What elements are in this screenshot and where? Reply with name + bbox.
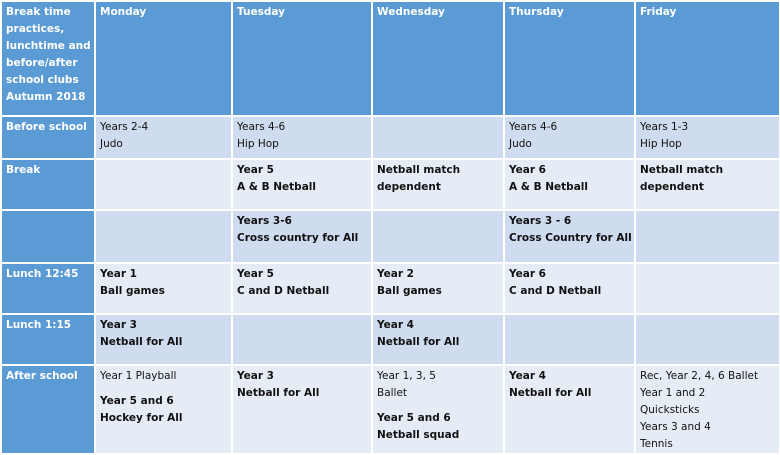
activity-cell [635,159,780,210]
activity-line: Judo [509,138,532,150]
activity-line: Quicksticks [640,404,700,416]
activity-cell [232,263,372,314]
row-label: Before school [1,116,95,159]
activity-line: Tennis [640,438,673,450]
activity-line: Year 1 and 2 [640,387,706,399]
activity-cell [95,263,232,314]
activity-line: Year 5 [237,268,274,280]
table-row [1,263,780,314]
day-header-friday: Friday [635,1,780,116]
activity-line: Netball match [640,164,724,176]
activity-line: Year 4 [377,319,414,331]
day-header-tuesday: Tuesday [232,1,372,116]
activity-line: Year 1 Playball [100,370,177,382]
activity-cell [372,116,504,159]
activity-line: Years 3-6 [237,215,292,227]
activity-line: Year 5 [237,164,274,176]
table-row [1,159,780,210]
activity-cell [372,263,504,314]
activity-line: Netball match [377,164,461,176]
activity-line: A & B Netball [509,181,588,193]
activity-line: Cross Country for All [509,232,632,244]
activity-cell [372,365,504,454]
day-header-wednesday: Wednesday [372,1,504,116]
activity-line: Year 6 [509,164,546,176]
activity-cell [504,159,635,210]
activity-cell [504,365,635,454]
activity-line: Years 2-4 [100,121,149,133]
table-row [1,116,780,159]
activity-cell [504,314,635,365]
timetable-body [1,116,780,454]
activity-line: Years 3 - 6 [509,215,572,227]
corner-title-line: practices, [6,23,65,35]
activity-cell [232,314,372,365]
activity-cell [372,314,504,365]
activity-cell [232,159,372,210]
line-gap [100,385,227,393]
row-label: After school [1,365,95,454]
activity-line: dependent [640,181,704,193]
activity-line: Cross country for All [237,232,359,244]
day-header-monday: Monday [95,1,232,116]
activity-line: Netball for All [100,336,183,348]
activity-line: Netball for All [509,387,592,399]
activity-line: Years 4-6 [237,121,286,133]
activity-line: Netball for All [377,336,460,348]
activity-line: Years 1-3 [640,121,689,133]
day-header-thursday: Thursday [504,1,635,116]
table-row [1,314,780,365]
activity-cell [504,263,635,314]
activity-cell [95,116,232,159]
activity-line: C and D Netball [237,285,330,297]
activity-line: Judo [100,138,123,150]
row-label: Lunch 1:15 [1,314,95,365]
activity-line: Ball games [377,285,442,297]
activity-line: Ball games [100,285,165,297]
corner-title [1,1,95,116]
activity-line: Year 2 [377,268,414,280]
activity-cell [95,365,232,454]
activity-line: Hockey for All [100,412,183,424]
activity-cell [504,116,635,159]
activity-line: Rec, Year 2, 4, 6 Ballet [640,370,759,382]
activity-line: Year 5 and 6 [100,395,174,407]
activity-cell [232,116,372,159]
activity-cell [372,159,504,210]
corner-title-line: Break time [6,6,71,18]
corner-title-line: school clubs [6,74,79,86]
activity-cell [635,116,780,159]
activity-cell [95,210,232,263]
activity-line: C and D Netball [509,285,602,297]
activity-cell [635,314,780,365]
activity-cell [635,365,780,454]
line-gap [377,402,499,410]
row-label: Break [1,159,95,210]
header-row [1,1,780,116]
table-row [1,365,780,454]
corner-title-line: before/after [6,57,78,69]
row-label: Lunch 12:45 [1,263,95,314]
activity-line: Netball squad [377,429,460,441]
activity-line: Year 4 [509,370,546,382]
activity-cell [635,263,780,314]
row-label [1,210,95,263]
activity-line: Year 3 [237,370,274,382]
activity-line: Hip Hop [640,138,682,150]
activity-line: Year 6 [509,268,546,280]
activity-line: A & B Netball [237,181,316,193]
activity-line: Years 4-6 [509,121,558,133]
activity-line: Hip Hop [237,138,279,150]
activity-line: Netball for All [237,387,320,399]
activity-line: Year 5 and 6 [377,412,451,424]
corner-title-line: lunchtime and [6,40,91,52]
corner-title-line: Autumn 2018 [6,91,86,103]
activity-cell [232,365,372,454]
activity-cell [95,314,232,365]
activity-line: Ballet [377,387,408,399]
activity-line: Years 3 and 4 [640,421,711,433]
activity-cell [504,210,635,263]
activity-cell [95,159,232,210]
activity-line: Year 1, 3, 5 [377,370,436,382]
activity-line: Year 3 [100,319,137,331]
activity-cell [372,210,504,263]
table-row [1,210,780,263]
activity-cell [635,210,780,263]
activity-line: dependent [377,181,441,193]
activity-cell [232,210,372,263]
activity-line: Year 1 [100,268,137,280]
